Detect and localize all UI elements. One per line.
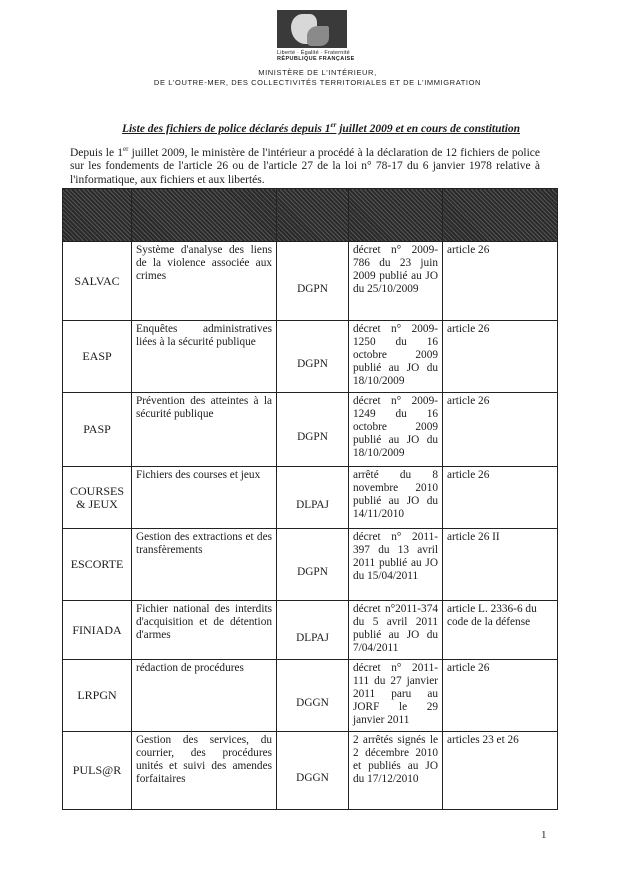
file-article: article 26 [443,467,558,529]
file-name: PULS@R [63,732,132,810]
intro-paragraph [70,143,540,188]
file-legal-reference: décret n° 2011-397 du 13 avril 2011 publié au JO du 15/04/2011 [349,529,443,601]
file-direction: DLPAJ [277,467,349,529]
file-direction: DGGN [277,660,349,732]
table-row [63,393,558,467]
table-row [63,529,558,601]
file-name: FINIADA [63,601,132,660]
file-direction: DGPN [277,242,349,321]
file-name: COURSES & JEUX [63,467,132,529]
document-title [86,121,556,135]
file-legal-reference: décret n° 2009-1250 du 16 octobre 2009 publié au JO du 18/10/2009 [349,321,443,393]
file-description: Système d'analyse des liens de la violence associée aux crimes [132,242,277,321]
file-description: Gestion des services, du courrier, des procédures unités et suivi des amendes forfaitaires [132,732,277,810]
file-direction: DGPN [277,321,349,393]
file-name: LRPGN [63,660,132,732]
table-body [63,242,558,810]
header-cell-description [132,189,277,242]
file-legal-reference: décret n° 2009-1249 du 16 octobre 2009 publié au JO du 18/10/2009 [349,393,443,467]
file-name: EASP [63,321,132,393]
government-emblem [277,10,355,64]
file-legal-reference: arrêté du 8 novembre 2010 publié au JO du 14/11/2010 [349,467,443,529]
header-cell-direction [277,189,349,242]
police-files-table [62,188,558,810]
file-direction: DGGN [277,732,349,810]
file-description: Enquêtes administratives liées à la sécurité publique [132,321,277,393]
file-article: articles 23 et 26 [443,732,558,810]
table-row [63,601,558,660]
republic-label: RÉPUBLIQUE FRANÇAISE [277,56,355,62]
header-cell-article [443,189,558,242]
file-name: SALVAC [63,242,132,321]
title-text-start: Liste des fichiers de police déclarés depuis 1 [121,122,331,135]
table-header-row [63,189,558,242]
file-legal-reference: décret n° 2011-111 du 27 janvier 2011 paru au JORF le 29 janvier 2011 [349,660,443,732]
file-name: ESCORTE [63,529,132,601]
file-direction: DGPN [277,393,349,467]
ministry-name-line2: DE L'OUTRE-MER, DES COLLECTIVITÉS TERRITORIALES ET DE L'IMMIGRATION [153,78,482,87]
file-article: article 26 [443,660,558,732]
file-description: rédaction de procédures [132,660,277,732]
republic-motto: Liberté · Égalité · Fraternité [277,50,350,56]
ministry-name-line1: MINISTÈRE DE L'INTÉRIEUR, [258,68,377,77]
file-article: article L. 2336-6 du code de la défense [443,601,558,660]
table-row [63,660,558,732]
file-description: Gestion des extractions et des transfèrements [132,529,277,601]
header-cell-name [63,189,132,242]
title-superscript: er [330,121,337,129]
title-text-end: juillet 2009 et en cours de constitution [336,122,521,135]
file-name: PASP [63,393,132,467]
file-article: article 26 [443,321,558,393]
file-direction: DGPN [277,529,349,601]
intro-text-start: Depuis le 1 [70,146,123,159]
intro-text-end: juillet 2009, le ministère de l'intérieur a procédé à la déclaration de 12 fichiers de police sur les fondements de l'article 26 ou de l'article 27 de la loi n° 78-17 du 6 janvier 1978 relative à l'informatique, aux fichiers et aux libertés. [70,146,540,187]
table-row [63,467,558,529]
file-article: article 26 [443,242,558,321]
file-article: article 26 II [443,529,558,601]
marianne-logo [277,10,347,48]
file-legal-reference: décret n° 2009-786 du 23 juin 2009 publié au JO du 25/10/2009 [349,242,443,321]
table-row [63,732,558,810]
file-description: Prévention des atteintes à la sécurité publique [132,393,277,467]
file-direction: DLPAJ [277,601,349,660]
table-row [63,321,558,393]
file-legal-reference: 2 arrêtés signés le 2 décembre 2010 et publiés au JO du 17/12/2010 [349,732,443,810]
file-legal-reference: décret n°2011-374 du 5 avril 2011 publié au JO du 7/04/2011 [349,601,443,660]
table-row [63,242,558,321]
header-cell-reference [349,189,443,242]
page-number: 1 [541,829,547,841]
file-description: Fichiers des courses et jeux [132,467,277,529]
file-description: Fichier national des interdits d'acquisition et de détention d'armes [132,601,277,660]
file-article: article 26 [443,393,558,467]
table-header [63,189,558,242]
intro-superscript: er [123,145,129,153]
